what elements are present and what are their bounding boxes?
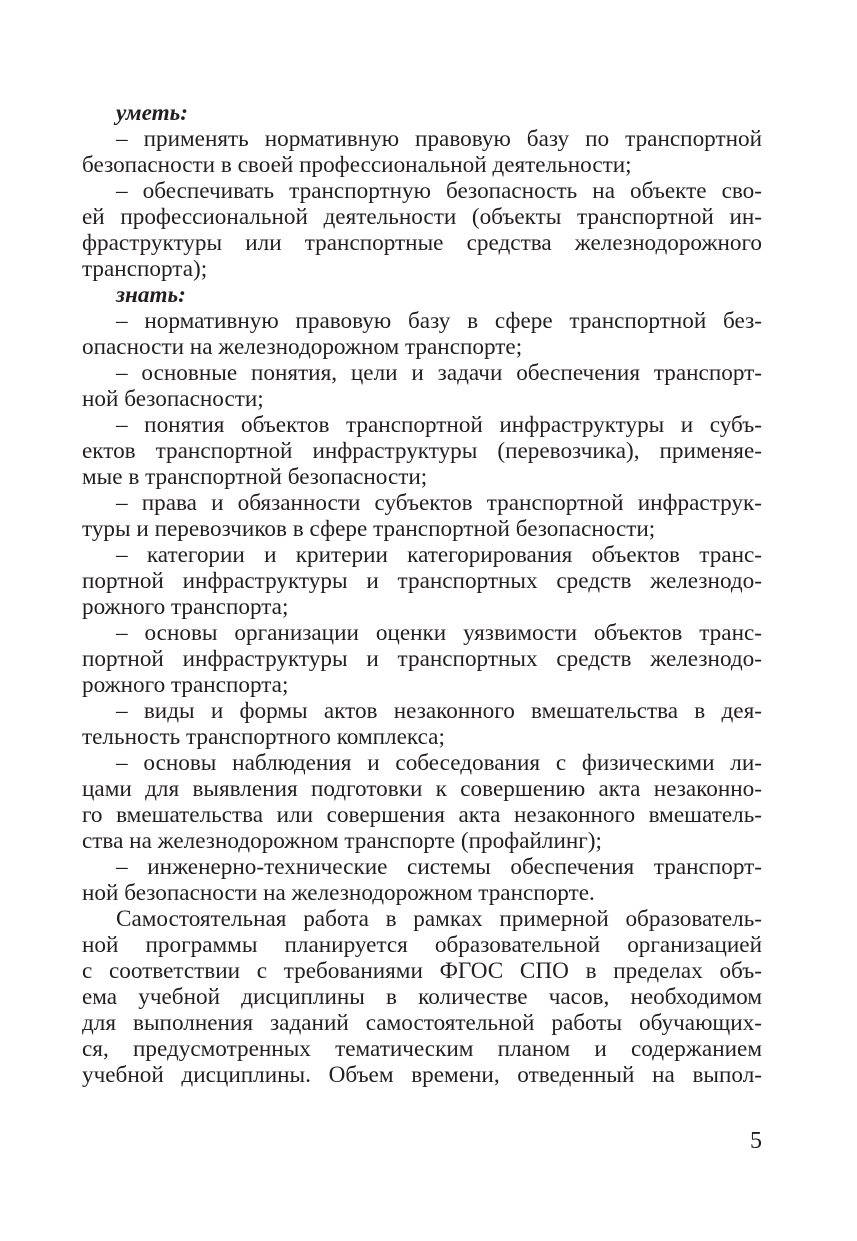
list-item [82,750,762,854]
text-line: – основные понятия, цели и задачи обеспечения транспорт- [116,360,762,386]
page-number: 5 [750,1128,762,1154]
text-line: – категории и критерии категорирования объектов транс- [116,542,762,568]
text-line: мые в транспортной безопасности; [82,464,428,490]
list-item [82,308,762,360]
text-line: рожного транспорта; [82,594,289,620]
text-line: транспорта); [82,256,208,282]
text-line: туры и перевозчиков в сфере транспортной безопасности; [82,516,656,542]
text-line: ей профессиональной деятельности (объекты транспортной ин- [82,204,762,230]
text-line: – понятия объектов транспортной инфраструктуры и субъ- [116,412,762,438]
text-line: Самостоятельная работа в рамках примерной образователь- [116,906,762,932]
text-line: ной безопасности; [82,386,264,412]
list-item [82,620,762,698]
page-body [82,100,762,1088]
text-line: фраструктуры или транспортные средства железнодорожного [82,230,762,256]
text-line: тельность транспортного комплекса; [82,724,445,750]
text-line: опасности на железнодорожном транспорте; [82,334,523,360]
list-item [82,490,762,542]
text-line: ной программы планируется образовательной организацией [82,932,762,958]
list-item [82,178,762,282]
text-line: ектов транспортной инфраструктуры (перевозчика), применяе- [82,438,762,464]
text-line: – основы организации оценки уязвимости объектов транс- [116,620,762,646]
text-line: – обеспечивать транспортную безопасность на объекте сво- [116,178,762,204]
text-line: безопасности в своей профессиональной деятельности; [82,152,632,178]
list-item [82,126,762,178]
list-item [82,412,762,490]
text-line: с соответствии с требованиями ФГОС СПО в пределах объ- [82,958,762,984]
text-line: – применять нормативную правовую базу по транспортной [116,126,762,152]
text-line: рожного транспорта; [82,672,289,698]
text-line: – нормативную правовую базу в сфере транспортной без- [116,308,762,334]
text-line: – права и обязанности субъектов транспортной инфраструк- [116,490,762,516]
list-item [82,360,762,412]
text-line: для выполнения заданий самостоятельной работы обучающих- [82,1010,762,1036]
text-line: цами для выявления подготовки к совершению акта незаконно- [82,776,762,802]
knowledge-heading: знать: [116,282,186,308]
text-line: го вмешательства или совершения акта незаконного вмешатель- [82,802,762,828]
text-line: ства на железнодорожном транспорте (профайлинг); [82,828,602,854]
list-item [82,854,762,906]
text-line: портной инфраструктуры и транспортных средств железнодо- [82,646,762,672]
text-line: ся, предусмотренных тематическим планом и содержанием [82,1036,762,1062]
text-line: ема учебной дисциплины в количестве часов, необходимом [82,984,762,1010]
text-line: портной инфраструктуры и транспортных средств железнодо- [82,568,762,594]
text-line: – виды и формы актов незаконного вмешательства в дея- [116,698,762,724]
body-paragraph [82,906,762,1088]
text-line: ной безопасности на железнодорожном транспорте. [82,880,595,906]
list-item [82,542,762,620]
text-line: – инженерно-технические системы обеспечения транспорт- [116,854,762,880]
skills-heading: уметь: [116,100,188,126]
text-line: – основы наблюдения и собеседования с физическими ли- [116,750,762,776]
list-item [82,698,762,750]
text-line: учебной дисциплины. Объем времени, отведенный на выпол- [82,1062,762,1088]
